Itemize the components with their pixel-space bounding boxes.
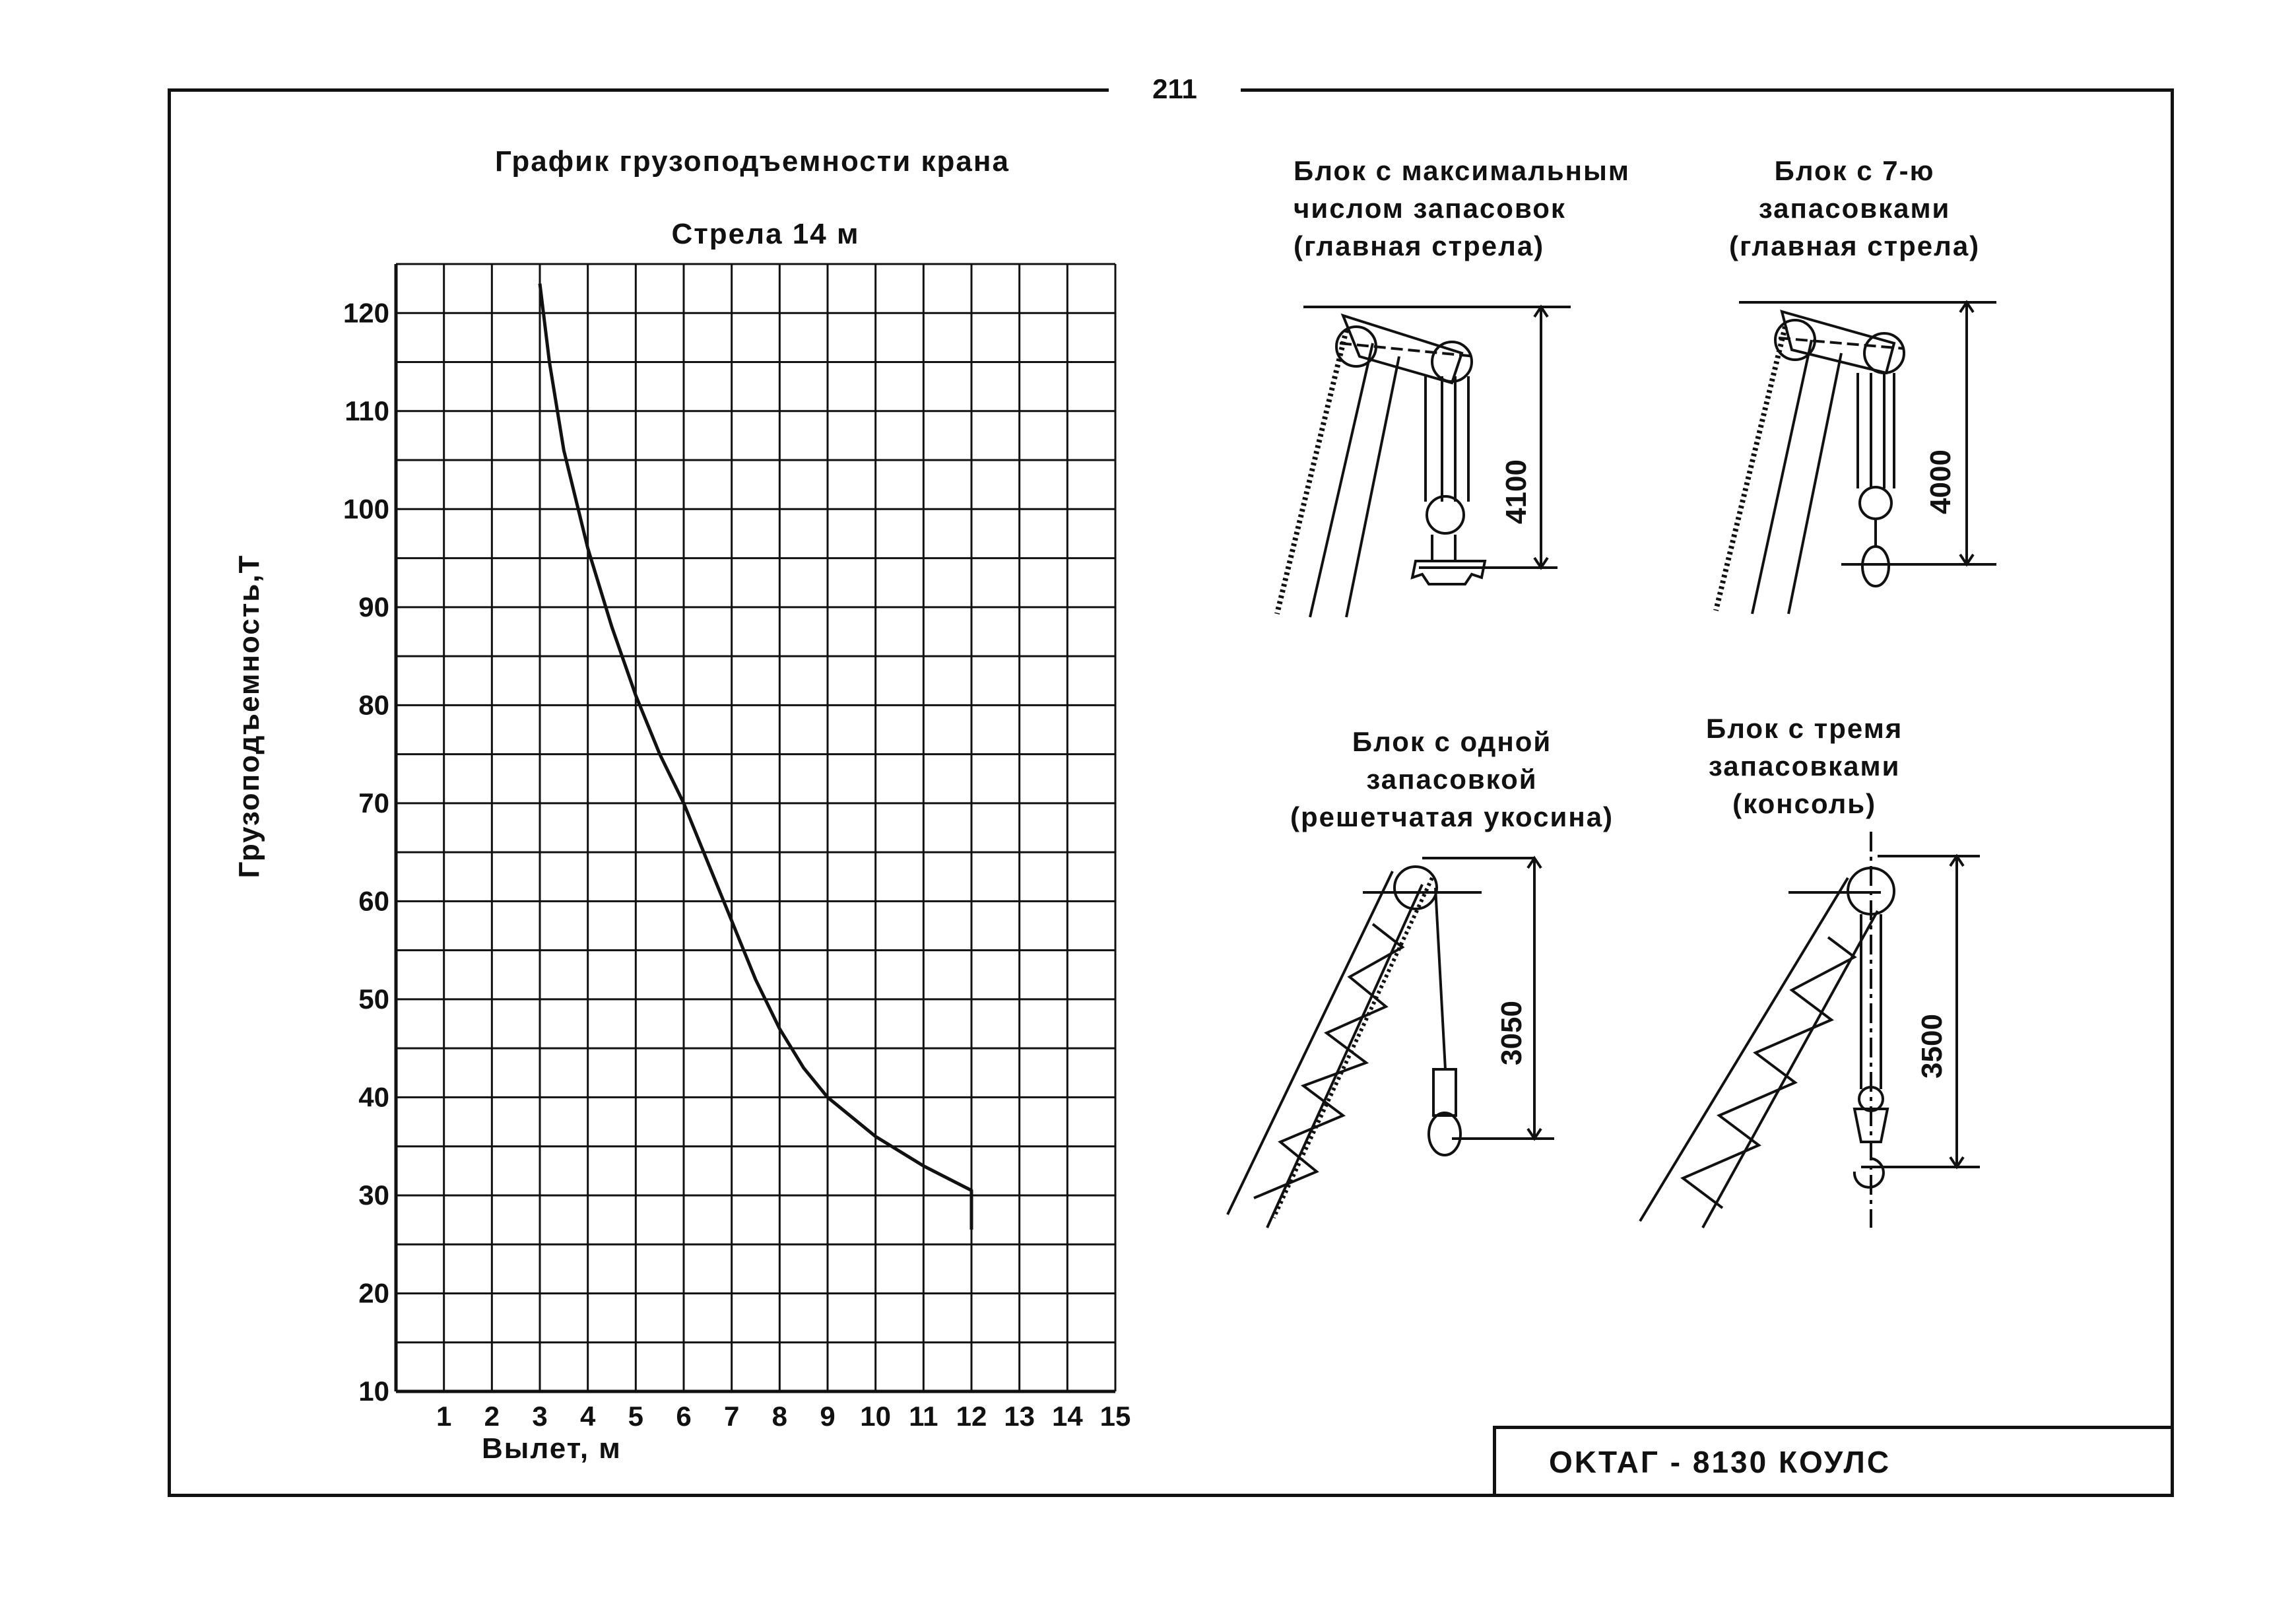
diagram-4-caption: Блок с тремя запасовками (консоль) (1706, 713, 1903, 819)
y-axis-label: Грузоподъемность,Т (233, 554, 265, 879)
y-tick-label: 60 (358, 885, 389, 917)
page-number: 211 (1109, 67, 1241, 111)
y-tick-label: 30 (358, 1179, 389, 1211)
x-tick-label: 9 (820, 1401, 836, 1432)
dimension-3050: 3050 (1495, 1001, 1528, 1065)
x-tick-label: 14 (1051, 1401, 1083, 1432)
chart-subtitle: Стрела 14 м (671, 218, 860, 250)
y-tick-label: 90 (358, 591, 389, 622)
x-axis-label: Вылет, м (482, 1432, 622, 1465)
y-tick-label: 40 (358, 1081, 389, 1113)
y-tick-label: 70 (358, 787, 389, 818)
x-tick-label: 10 (860, 1401, 892, 1432)
y-tick-label: 120 (343, 297, 389, 329)
y-tick-label: 80 (358, 689, 389, 721)
x-tick-label: 6 (676, 1401, 692, 1432)
x-tick-label: 11 (909, 1401, 938, 1432)
x-tick-label: 13 (1004, 1401, 1035, 1432)
y-tick-label: 110 (344, 395, 389, 426)
x-tick-label: 1 (436, 1401, 452, 1432)
x-tick-label: 3 (532, 1401, 548, 1432)
x-tick-label: 4 (579, 1401, 596, 1432)
x-tick-label: 2 (484, 1401, 500, 1432)
x-tick-label: 5 (628, 1401, 644, 1432)
diagram-2-caption: Блок с 7-ю запасовками (главная стрела) (1729, 155, 1981, 261)
diagram-3-caption: Блок с одной запасовкой (решетчатая укосина) (1290, 726, 1614, 832)
dimension-3500: 3500 (1916, 1014, 1948, 1079)
dimension-4000: 4000 (1924, 450, 1957, 514)
x-tick-label: 8 (771, 1401, 788, 1432)
x-tick-label: 12 (956, 1401, 987, 1432)
y-tick-label: 100 (343, 493, 389, 525)
y-tick-label: 50 (358, 983, 389, 1015)
diagram-1-caption: Блок с максимальным числом запасовок (главная стрела) (1294, 155, 1630, 261)
dimension-4100: 4100 (1500, 459, 1532, 524)
chart-title: График грузоподъемности крана (495, 145, 1010, 178)
x-tick-label: 15 (1099, 1401, 1131, 1432)
y-tick-label: 20 (358, 1277, 389, 1309)
title-block: OKTAГ - 8130 КОУЛС (1493, 1426, 2173, 1496)
x-tick-label: 7 (723, 1401, 740, 1432)
y-tick-label: 10 (358, 1376, 389, 1407)
